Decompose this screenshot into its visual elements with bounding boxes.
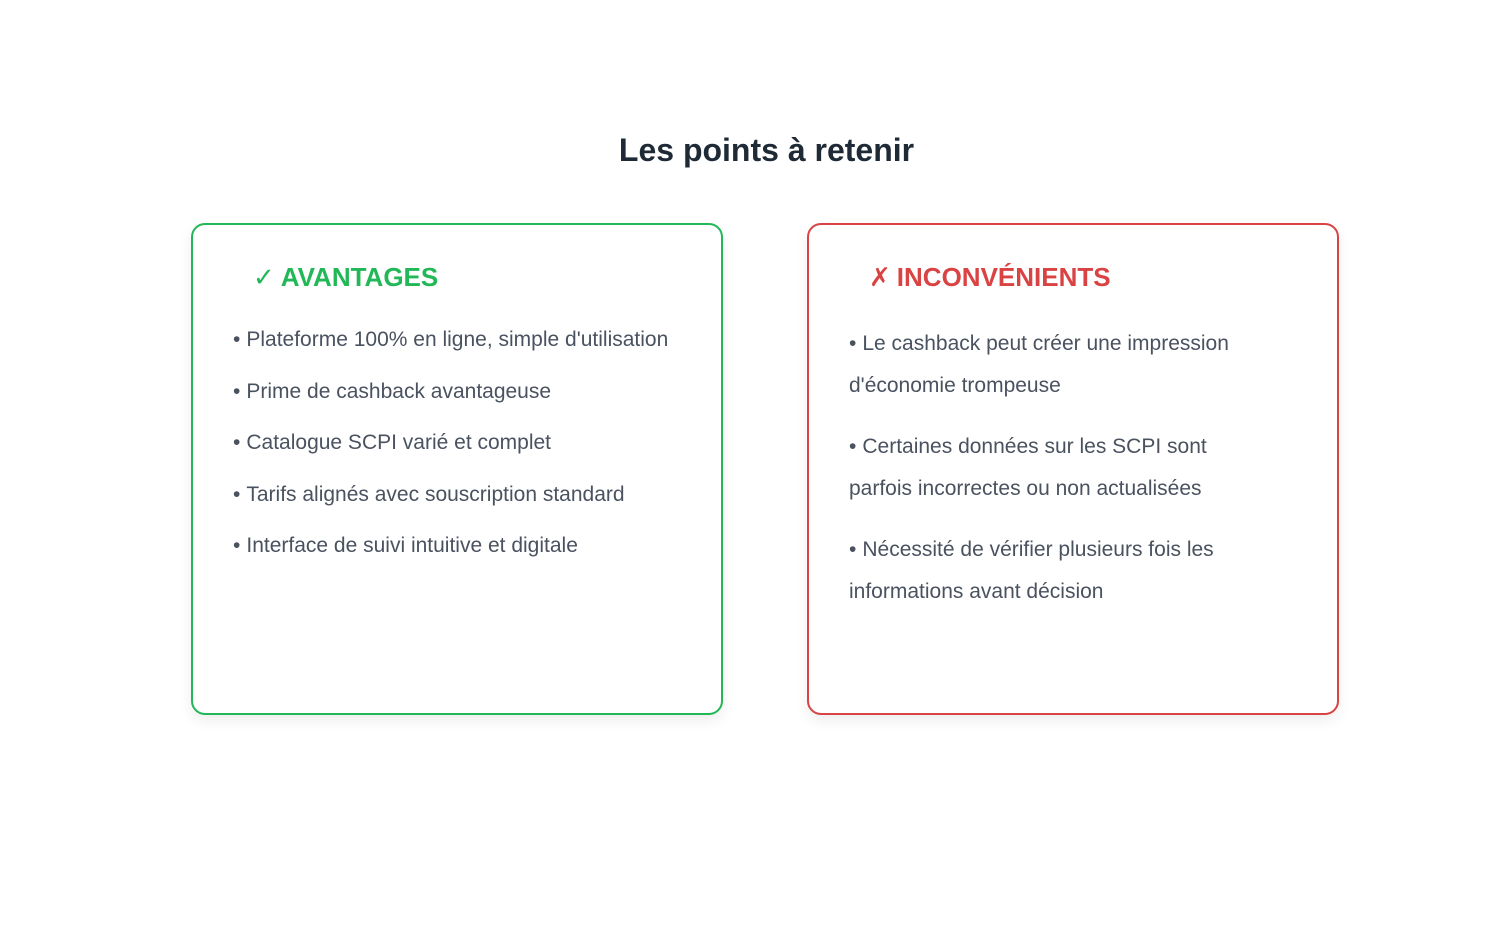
advantages-card (191, 223, 723, 715)
disadvantages-heading-label: INCONVÉNIENTS (896, 262, 1111, 292)
bullet: • (849, 332, 857, 355)
bullet: • (233, 431, 241, 454)
bullet: • (233, 379, 241, 403)
list-item-text: Interface de suivi intuitive et digitale (246, 534, 578, 557)
list-item (233, 529, 703, 562)
disadvantages-list (849, 323, 1319, 632)
list-item (849, 426, 1269, 510)
list-item (849, 323, 1269, 407)
advantages-heading-label: AVANTAGES (280, 262, 439, 292)
list-item (233, 323, 703, 356)
cross-icon: ✗ (869, 262, 891, 292)
list-item-text: Plateforme 100% en ligne, simple d'utilisation (246, 328, 669, 351)
advantages-heading (253, 261, 438, 293)
list-item-text: Certaines données sur les SCPI sont parfois incorrectes ou non actualisées (849, 435, 1207, 500)
list-item (849, 529, 1269, 613)
advantages-list (233, 323, 703, 581)
bullet: • (849, 435, 857, 458)
disadvantages-card (807, 223, 1339, 715)
page-title: Les points à retenir (618, 132, 915, 168)
list-item-text: Catalogue SCPI varié et complet (246, 431, 552, 454)
list-item-text: Nécessité de vérifier plusieurs fois les informations avant décision (849, 538, 1214, 603)
list-item (233, 426, 703, 459)
check-icon: ✓ (253, 262, 275, 292)
list-item-text: Tarifs alignés avec souscription standard (246, 482, 625, 506)
bullet: • (233, 328, 241, 351)
list-item (233, 478, 703, 511)
disadvantages-heading (869, 261, 1111, 293)
bullet: • (849, 538, 857, 561)
list-item (233, 375, 703, 408)
bullet: • (233, 482, 241, 506)
list-item-text: Prime de cashback avantageuse (246, 379, 552, 403)
bullet: • (233, 534, 241, 557)
list-item-text: Le cashback peut créer une impression d'économie trompeuse (849, 332, 1229, 397)
